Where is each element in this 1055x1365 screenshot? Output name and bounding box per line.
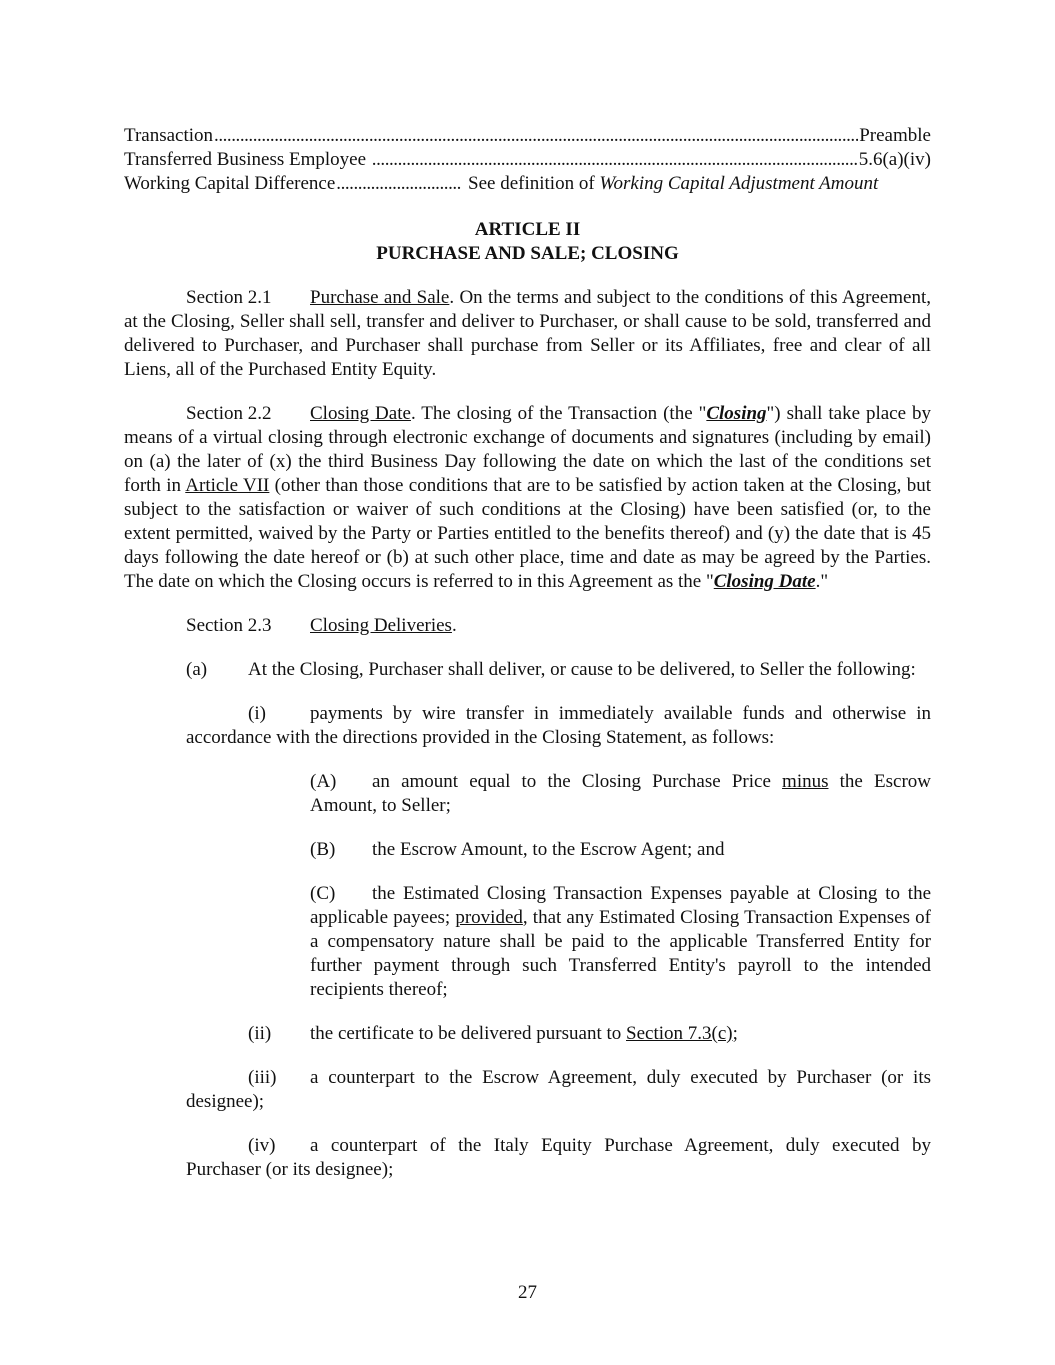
article-vii-link[interactable]: Article VII	[185, 475, 270, 496]
clause-label: (iii)	[248, 1067, 277, 1088]
clause-label: (C)	[310, 883, 336, 904]
section-label: Section 2.1	[186, 287, 272, 308]
defined-term-closing: Closing	[706, 403, 767, 424]
clause-label: (ii)	[248, 1023, 272, 1044]
section-heading: Purchase and Sale	[310, 287, 450, 308]
section-text: ") shall take place by means of a virtual closing through electronic exchange of documents and signatures (including by email) on (a) the later of (x) the third Business Day following the date on which the last of the conditions set forth in	[124, 403, 931, 496]
article-title: PURCHASE AND SALE; CLOSING	[376, 243, 679, 264]
definition-row	[124, 148, 931, 172]
definition-ref-prefix: See definition of	[463, 173, 600, 194]
clause-iv	[186, 1134, 931, 1182]
clause-text: At the Closing, Purchaser shall deliver, or cause to be delivered, to Seller the following:	[248, 659, 916, 680]
clause-emphasis: provided	[455, 907, 523, 928]
section-text: (other than those conditions that are to be satisfied by action taken at the Closing, but subject to the satisfaction or waiver of such conditions at the Closing) have been satisfied (or, to the extent permitted, waived by the Party or Parties entitled to the benefits thereof) and (y) the date that is 45 days following the date hereof or (b) at such other place, time and date as may be agreed by the Parties. The date on which the Closing occurs is referred to in this Agreement as the "	[124, 475, 931, 592]
defined-term-closing-date: Closing Date	[713, 571, 816, 592]
section-7-3c-link[interactable]: Section 7.3(c)	[626, 1023, 733, 1044]
clause-emphasis: minus	[782, 771, 829, 792]
section-2-3	[124, 614, 931, 638]
section-text: . The closing of the Transaction (the "	[410, 403, 707, 424]
clause-text: an amount equal to the Closing Purchase Price	[372, 771, 783, 792]
definition-term: Transferred Business Employee	[124, 149, 371, 170]
section-text: .	[451, 615, 457, 636]
definition-term: Working Capital Difference	[124, 173, 336, 194]
clause-label: (iv)	[248, 1135, 276, 1156]
clause-label: (a)	[186, 659, 208, 680]
section-text: ."	[815, 571, 829, 592]
section-heading: Closing Date	[310, 403, 411, 424]
clause-B	[310, 838, 931, 862]
clause-iii	[186, 1066, 931, 1114]
clause-C	[310, 882, 931, 1002]
clause-text: the certificate to be delivered pursuant to	[310, 1023, 627, 1044]
section-label: Section 2.2	[186, 403, 272, 424]
clause-text: a counterpart of the Italy Equity Purchase Agreement, duly executed by Purchaser (or its designee);	[186, 1135, 931, 1180]
clause-ii	[248, 1022, 931, 1046]
article-heading	[124, 218, 931, 266]
definition-row	[124, 124, 931, 148]
dot-leader	[372, 148, 858, 172]
clause-text: the Estimated Closing Transaction Expenses payable at Closing to the applicable payees;	[310, 883, 931, 928]
clause-a	[124, 658, 931, 682]
article-number: ARTICLE II	[474, 219, 581, 240]
section-label: Section 2.3	[186, 615, 272, 636]
clause-text: , that any Estimated Closing Transaction Expenses of a compensatory nature shall be paid to the applicable Transferred Entity for further payment through such Transferred Entity's payroll to the intended recipients thereof;	[310, 907, 931, 1000]
clause-label: (A)	[310, 771, 337, 792]
definition-term: Transaction	[124, 125, 214, 146]
clause-text: ;	[732, 1023, 738, 1044]
dot-leader	[214, 124, 858, 148]
page-number: 27	[518, 1282, 537, 1303]
definition-ref: 5.6(a)(iv)	[858, 149, 931, 170]
definition-row	[124, 172, 931, 196]
definition-ref: Preamble	[859, 125, 931, 146]
section-2-1	[124, 286, 931, 382]
clause-label: (i)	[248, 703, 266, 724]
definition-ref-italic: Working Capital Adjustment Amount	[599, 173, 879, 194]
definitions-index	[124, 124, 931, 196]
clause-text: the Escrow Amount, to the Escrow Agent; and	[372, 839, 725, 860]
clause-text: the Escrow Amount, to Seller;	[310, 771, 931, 816]
document-page	[124, 124, 931, 1182]
clause-A	[310, 770, 931, 818]
section-text: . On the terms and subject to the conditions of this Agreement, at the Closing, Seller shall sell, transfer and deliver to Purchaser, or shall cause to be sold, transferred and delivered to Purchaser, and Purchaser shall purchase from Seller or its Affiliates, free and clear of all Liens, all of the Purchased Entity Equity.	[124, 287, 932, 380]
clause-text: a counterpart to the Escrow Agreement, duly executed by Purchaser (or its designee);	[186, 1067, 931, 1112]
section-2-2	[124, 402, 931, 594]
clause-label: (B)	[310, 839, 336, 860]
section-heading: Closing Deliveries	[310, 615, 452, 636]
dot-leader	[336, 172, 462, 196]
clause-i	[186, 702, 931, 750]
clause-text: payments by wire transfer in immediately available funds and otherwise in accordance with the directions provided in the Closing Statement, as follows:	[186, 703, 931, 748]
